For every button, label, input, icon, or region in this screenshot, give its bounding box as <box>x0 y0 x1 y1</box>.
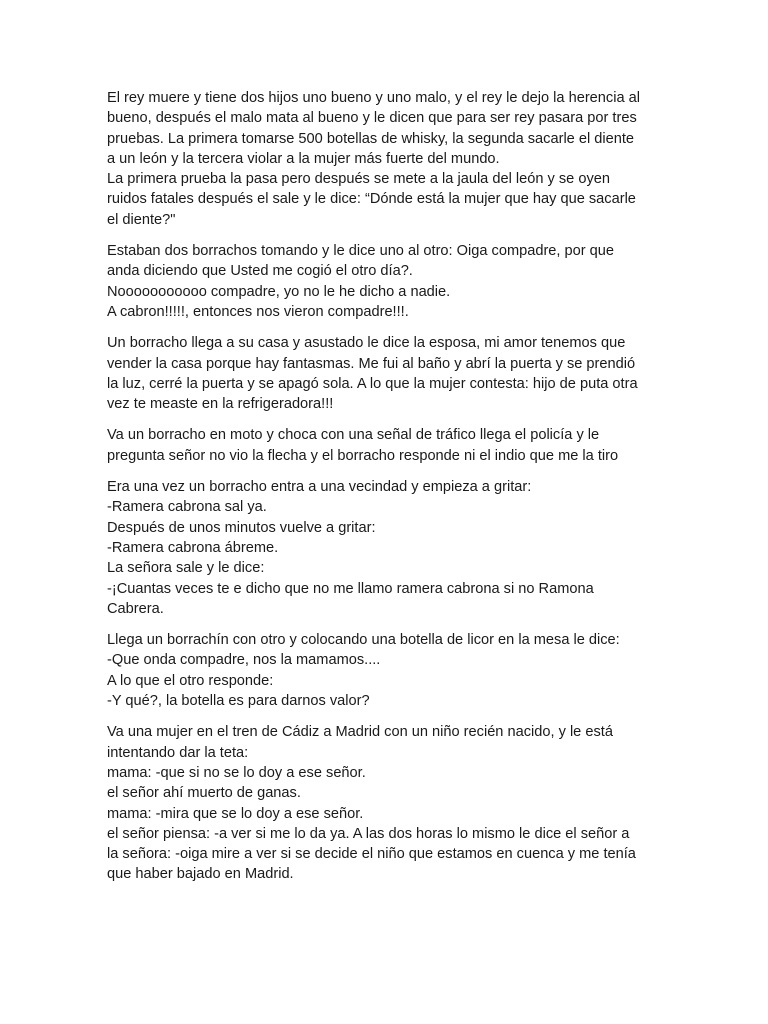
text-line: bueno, después el malo mata al bueno y le dicen que para ser rey pasara por tres <box>107 110 637 127</box>
text-line: Llega un borrachín con otro y colocando una botella de licor en la mesa le dice: <box>107 632 620 649</box>
paragraph-1 <box>107 88 667 230</box>
text-line: Estaban dos borrachos tomando y le dice uno al otro: Oiga compadre, por que <box>107 243 615 260</box>
text-line: Cabrera. <box>107 600 164 617</box>
text-line: ruidos fatales después el sale y le dice: “Dónde está la mujer que hay que sacarle <box>107 191 636 208</box>
text-line: -Y qué?, la botella es para darnos valor? <box>107 693 370 710</box>
paragraph-3 <box>107 333 667 414</box>
text-line: La señora sale y le dice: <box>107 560 265 577</box>
text-line: La primera prueba la pasa pero después se mete a la jaula del león y se oyen <box>107 171 610 188</box>
text-line: vez te measte en la refrigeradora!!! <box>107 396 334 413</box>
text-line: Va una mujer en el tren de Cádiz a Madrid con un niño recién nacido, y le está <box>107 724 613 741</box>
text-line: El rey muere y tiene dos hijos uno bueno y uno malo, y el rey le dejo la herencia al <box>107 90 640 106</box>
text-line: Nooooooooooo compadre, yo no le he dicho a nadie. <box>107 283 451 300</box>
paragraph-4 <box>107 425 667 466</box>
text-line: Era una vez un borracho entra a una vecindad y empieza a gritar: <box>107 479 532 496</box>
text-line: vender la casa porque hay fantasmas. Me fui al baño y abrí la puerta y se prendió <box>107 355 636 372</box>
paragraph-5 <box>107 477 667 619</box>
text-line: mama: -que si no se lo doy a ese señor. <box>107 764 366 781</box>
text-line: Va un borracho en moto y choca con una señal de tráfico llega el policía y le <box>107 427 600 444</box>
paragraph-7 <box>107 722 667 884</box>
text-line: el señor ahí muerto de ganas. <box>107 785 301 802</box>
text-line: el señor piensa: -a ver si me lo da ya. A las dos horas lo mismo le dice el señor a <box>107 825 630 842</box>
text-line: -Ramera cabrona ábreme. <box>107 539 279 556</box>
text-line: Después de unos minutos vuelve a gritar: <box>107 519 376 536</box>
text-line: a un león y la tercera violar a la mujer más fuerte del mundo. <box>107 150 500 167</box>
text-line: que haber bajado en Madrid. <box>107 866 294 883</box>
text-line: intentando dar la teta: <box>107 744 249 761</box>
text-line: pregunta señor no vio la flecha y el borracho responde ni el indio que me la tiro <box>107 447 619 464</box>
text-line: A cabron!!!!!, entonces nos vieron compadre!!!. <box>107 303 409 320</box>
text-line: -¡Cuantas veces te e dicho que no me llamo ramera cabrona si no Ramona <box>107 580 594 597</box>
text-line: la señora: -oiga mire a ver si se decide el niño que estamos en cuenca y me tenía <box>107 846 636 863</box>
text-line: pruebas. La primera tomarse 500 botellas de whisky, la segunda sacarle el diente <box>107 130 635 147</box>
text-line: -Que onda compadre, nos la mamamos.... <box>107 652 381 669</box>
document-body <box>107 88 667 896</box>
text-line: el diente?" <box>107 211 176 228</box>
text-line: la luz, cerré la puerta y se apagó sola. A lo que la mujer contesta: hijo de puta otra <box>107 375 638 392</box>
text-line: anda diciendo que Usted me cogió el otro día?. <box>107 263 413 280</box>
text-line: mama: -mira que se lo doy a ese señor. <box>107 805 364 822</box>
paragraph-6 <box>107 630 667 711</box>
text-line: A lo que el otro responde: <box>107 672 274 689</box>
text-line: Un borracho llega a su casa y asustado le dice la esposa, mi amor tenemos que <box>107 335 626 352</box>
text-line: -Ramera cabrona sal ya. <box>107 499 267 516</box>
paragraph-2 <box>107 241 667 322</box>
